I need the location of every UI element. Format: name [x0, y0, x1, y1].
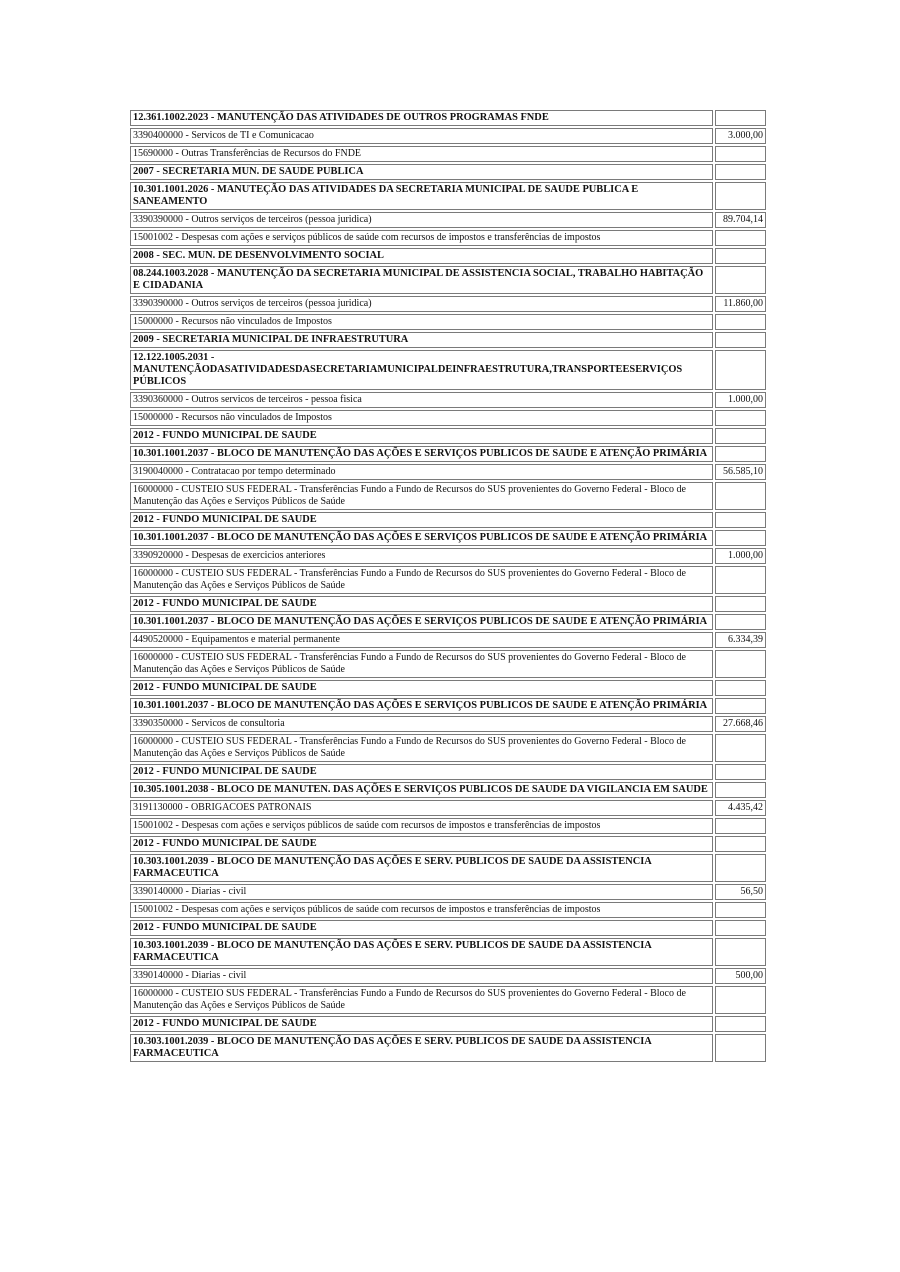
table-row-heading [130, 530, 766, 546]
row-value [715, 782, 766, 798]
table-row-heading [130, 428, 766, 444]
row-value: 89.704,14 [715, 212, 766, 228]
row-description: 16000000 - CUSTEIO SUS FEDERAL - Transferências Fundo a Fundo de Recursos do SUS provenientes do Governo Federal - Bloco de Manutenção das Ações e Serviços Públicos de Saúde [130, 650, 713, 678]
row-value [715, 230, 766, 246]
row-value: 1.000,00 [715, 392, 766, 408]
row-description: 10.301.1001.2037 - BLOCO DE MANUTENÇÃO DAS AÇÕES E SERVIÇOS PUBLICOS DE SAUDE E ATENÇÃO PRIMÁRIA [130, 446, 713, 462]
table-row-heading [130, 110, 766, 126]
row-description: 3390390000 - Outros serviços de terceiros (pessoa juridica) [130, 296, 713, 312]
row-description: 2012 - FUNDO MUNICIPAL DE SAUDE [130, 512, 713, 528]
row-description: 15000000 - Recursos não vinculados de Impostos [130, 314, 713, 330]
table-row-item [130, 734, 766, 762]
table-row-item [130, 986, 766, 1014]
table-row-item [130, 884, 766, 900]
row-value [715, 986, 766, 1014]
table-row-heading [130, 938, 766, 966]
row-value [715, 698, 766, 714]
row-description: 16000000 - CUSTEIO SUS FEDERAL - Transferências Fundo a Fundo de Recursos do SUS provenientes do Governo Federal - Bloco de Manutenção das Ações e Serviços Públicos de Saúde [130, 986, 713, 1014]
row-description: 3390920000 - Despesas de exercicios anteriores [130, 548, 713, 564]
table-row-heading [130, 350, 766, 390]
table-row-heading [130, 614, 766, 630]
row-description: 2012 - FUNDO MUNICIPAL DE SAUDE [130, 428, 713, 444]
table-row-item [130, 410, 766, 426]
table-row-heading [130, 680, 766, 696]
row-value [715, 410, 766, 426]
row-description: 12.122.1005.2031 - MANUTENÇÃODASATIVIDADESDASECRETARIAMUNICIPALDEINFRAESTRUTURA,TRANSPORTEESERVIÇOS PÚBLICOS [130, 350, 713, 390]
row-description: 16000000 - CUSTEIO SUS FEDERAL - Transferências Fundo a Fundo de Recursos do SUS provenientes do Governo Federal - Bloco de Manutenção das Ações e Serviços Públicos de Saúde [130, 734, 713, 762]
table-row-heading [130, 596, 766, 612]
row-description: 15001002 - Despesas com ações e serviços públicos de saúde com recursos de impostos e transferências de impostos [130, 902, 713, 918]
table-row-item [130, 464, 766, 480]
table-row-item [130, 482, 766, 510]
row-value: 4.435,42 [715, 800, 766, 816]
table-row-heading [130, 920, 766, 936]
row-value [715, 854, 766, 882]
row-description: 2012 - FUNDO MUNICIPAL DE SAUDE [130, 764, 713, 780]
table-row-item [130, 800, 766, 816]
row-value [715, 734, 766, 762]
row-description: 2012 - FUNDO MUNICIPAL DE SAUDE [130, 1016, 713, 1032]
table-row-heading [130, 836, 766, 852]
table-row-heading [130, 698, 766, 714]
row-value: 500,00 [715, 968, 766, 984]
row-description: 16000000 - CUSTEIO SUS FEDERAL - Transferências Fundo a Fundo de Recursos do SUS provenientes do Governo Federal - Bloco de Manutenção das Ações e Serviços Públicos de Saúde [130, 566, 713, 594]
row-value: 56,50 [715, 884, 766, 900]
row-value: 3.000,00 [715, 128, 766, 144]
row-description: 3190040000 - Contratacao por tempo determinado [130, 464, 713, 480]
row-description: 08.244.1003.2028 - MANUTENÇÃO DA SECRETARIA MUNICIPAL DE ASSISTENCIA SOCIAL, TRABALHO HABITAÇÃO E CIDADANIA [130, 266, 713, 294]
table-row-heading [130, 1034, 766, 1062]
table-row-item [130, 128, 766, 144]
row-value [715, 530, 766, 546]
row-description: 2007 - SECRETARIA MUN. DE SAUDE PUBLICA [130, 164, 713, 180]
row-description: 16000000 - CUSTEIO SUS FEDERAL - Transferências Fundo a Fundo de Recursos do SUS provenientes do Governo Federal - Bloco de Manutenção das Ações e Serviços Públicos de Saúde [130, 482, 713, 510]
table-row-item [130, 314, 766, 330]
row-description: 3191130000 - OBRIGACOES PATRONAIS [130, 800, 713, 816]
row-description: 10.303.1001.2039 - BLOCO DE MANUTENÇÃO DAS AÇÕES E SERV. PUBLICOS DE SAUDE DA ASSISTENCIA FARMACEUTICA [130, 854, 713, 882]
row-value [715, 482, 766, 510]
table-row-item [130, 548, 766, 564]
budget-table-container [130, 108, 770, 1064]
row-value: 11.860,00 [715, 296, 766, 312]
row-value [715, 920, 766, 936]
row-value [715, 596, 766, 612]
row-description: 15001002 - Despesas com ações e serviços públicos de saúde com recursos de impostos e transferências de impostos [130, 230, 713, 246]
row-value: 1.000,00 [715, 548, 766, 564]
table-row-heading [130, 182, 766, 210]
row-value [715, 110, 766, 126]
row-value [715, 182, 766, 210]
row-value [715, 566, 766, 594]
table-row-heading [130, 332, 766, 348]
row-value [715, 836, 766, 852]
row-description: 10.305.1001.2038 - BLOCO DE MANUTEN. DAS AÇÕES E SERVIÇOS PUBLICOS DE SAUDE DA VIGILANCIA EM SAUDE [130, 782, 713, 798]
row-value [715, 1034, 766, 1062]
row-description: 10.301.1001.2037 - BLOCO DE MANUTENÇÃO DAS AÇÕES E SERVIÇOS PUBLICOS DE SAUDE E ATENÇÃO PRIMÁRIA [130, 698, 713, 714]
budget-table [128, 108, 768, 1064]
table-row-item [130, 566, 766, 594]
row-value [715, 146, 766, 162]
row-description: 10.301.1001.2037 - BLOCO DE MANUTENÇÃO DAS AÇÕES E SERVIÇOS PUBLICOS DE SAUDE E ATENÇÃO PRIMÁRIA [130, 530, 713, 546]
row-description: 10.303.1001.2039 - BLOCO DE MANUTENÇÃO DAS AÇÕES E SERV. PUBLICOS DE SAUDE DA ASSISTENCIA FARMACEUTICA [130, 1034, 713, 1062]
table-row-item [130, 902, 766, 918]
row-value [715, 902, 766, 918]
table-row-item [130, 818, 766, 834]
row-value [715, 938, 766, 966]
row-value: 27.668,46 [715, 716, 766, 732]
table-row-item [130, 296, 766, 312]
row-value [715, 266, 766, 294]
row-description: 4490520000 - Equipamentos e material permanente [130, 632, 713, 648]
table-row-heading [130, 248, 766, 264]
row-value [715, 614, 766, 630]
table-row-item [130, 230, 766, 246]
row-description: 10.301.1001.2037 - BLOCO DE MANUTENÇÃO DAS AÇÕES E SERVIÇOS PUBLICOS DE SAUDE E ATENÇÃO PRIMÁRIA [130, 614, 713, 630]
row-value [715, 314, 766, 330]
row-value [715, 350, 766, 390]
row-description: 3390360000 - Outros servicos de terceiros - pessoa fisica [130, 392, 713, 408]
table-row-item [130, 968, 766, 984]
table-row-item [130, 632, 766, 648]
table-row-item [130, 392, 766, 408]
row-description: 10.301.1001.2026 - MANUTEÇÃO DAS ATIVIDADES DA SECRETARIA MUNICIPAL DE SAUDE PUBLICA E SANEAMENTO [130, 182, 713, 210]
row-value [715, 428, 766, 444]
row-description: 3390350000 - Servicos de consultoria [130, 716, 713, 732]
row-value [715, 248, 766, 264]
table-row-item [130, 716, 766, 732]
row-description: 2012 - FUNDO MUNICIPAL DE SAUDE [130, 836, 713, 852]
row-description: 2008 - SEC. MUN. DE DESENVOLVIMENTO SOCIAL [130, 248, 713, 264]
row-description: 2012 - FUNDO MUNICIPAL DE SAUDE [130, 920, 713, 936]
table-row-heading [130, 164, 766, 180]
row-description: 3390140000 - Diarias - civil [130, 968, 713, 984]
row-description: 2012 - FUNDO MUNICIPAL DE SAUDE [130, 596, 713, 612]
row-value: 6.334,39 [715, 632, 766, 648]
row-value [715, 764, 766, 780]
row-description: 15001002 - Despesas com ações e serviços públicos de saúde com recursos de impostos e transferências de impostos [130, 818, 713, 834]
row-value [715, 650, 766, 678]
table-row-heading [130, 782, 766, 798]
row-description: 2012 - FUNDO MUNICIPAL DE SAUDE [130, 680, 713, 696]
table-row-heading [130, 512, 766, 528]
row-description: 2009 - SECRETARIA MUNICIPAL DE INFRAESTRUTURA [130, 332, 713, 348]
table-row-heading [130, 266, 766, 294]
table-row-heading [130, 764, 766, 780]
row-value [715, 1016, 766, 1032]
row-value [715, 512, 766, 528]
row-description: 15690000 - Outras Transferências de Recursos do FNDE [130, 146, 713, 162]
row-description: 12.361.1002.2023 - MANUTENÇÃO DAS ATIVIDADES DE OUTROS PROGRAMAS FNDE [130, 110, 713, 126]
row-value [715, 818, 766, 834]
row-description: 3390400000 - Servicos de TI e Comunicacao [130, 128, 713, 144]
table-row-item [130, 212, 766, 228]
budget-table-body [130, 110, 766, 1062]
row-description: 3390140000 - Diarias - civil [130, 884, 713, 900]
table-row-heading [130, 1016, 766, 1032]
row-value [715, 164, 766, 180]
row-description: 15000000 - Recursos não vinculados de Impostos [130, 410, 713, 426]
table-row-item [130, 650, 766, 678]
table-row-item [130, 146, 766, 162]
row-description: 3390390000 - Outros serviços de terceiros (pessoa juridica) [130, 212, 713, 228]
row-value [715, 332, 766, 348]
table-row-heading [130, 446, 766, 462]
table-row-heading [130, 854, 766, 882]
row-value [715, 446, 766, 462]
row-value [715, 680, 766, 696]
row-description: 10.303.1001.2039 - BLOCO DE MANUTENÇÃO DAS AÇÕES E SERV. PUBLICOS DE SAUDE DA ASSISTENCIA FARMACEUTICA [130, 938, 713, 966]
row-value: 56.585,10 [715, 464, 766, 480]
